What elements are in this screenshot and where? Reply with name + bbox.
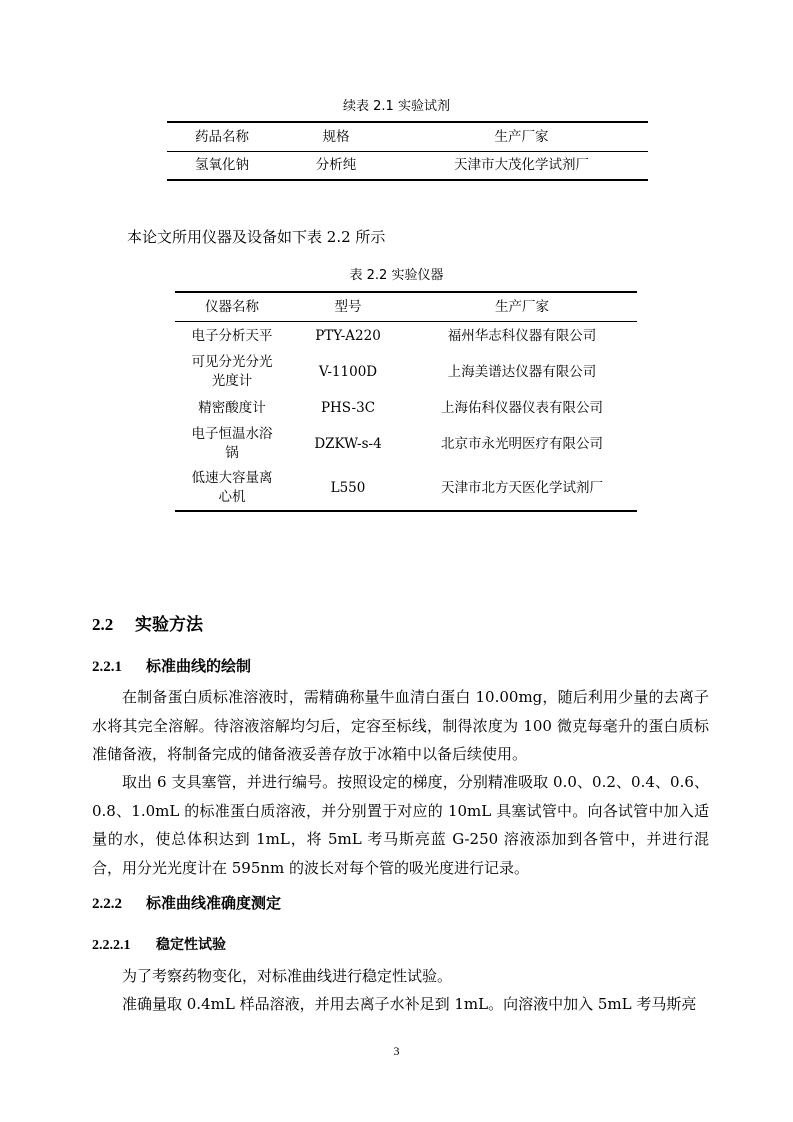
page-number: 3 — [393, 1044, 400, 1058]
section-number: 2.2.1 — [92, 659, 122, 675]
reagent-table — [167, 121, 648, 181]
table-row — [175, 350, 637, 394]
column-header: 仪器名称 — [175, 292, 289, 322]
intro-line: 本论文所用仪器及设备如下表 2.2 所示 — [127, 228, 386, 246]
table-cell: 低速大容量离 心机 — [175, 466, 289, 511]
section-number: 2.2 — [92, 615, 114, 634]
table-cell: 上海美谱达仪器有限公司 — [447, 363, 597, 380]
table-cell: V-1100D — [318, 363, 378, 380]
section-heading-2-2-2 — [92, 892, 281, 913]
section-title: 稳定性试验 — [156, 937, 226, 953]
table-row — [167, 152, 648, 181]
table-cell: 北京市永光明医疗有限公司 — [441, 435, 603, 452]
column-header: 型号 — [289, 292, 407, 322]
table-cell: 天津市北方天医化学试剂厂 — [407, 466, 637, 511]
column-header: 药品名称 — [167, 122, 277, 152]
column-header: 生产厂家 — [407, 292, 637, 322]
instrument-table — [175, 291, 637, 512]
table-cell: L550 — [289, 466, 407, 511]
table-cell: 精密酸度计 — [198, 399, 266, 416]
paragraph: 取出 6 支具塞管，并进行编号。按照设定的梯度，分别精准吸取 0.0、0.2、0.4、0.6、0.8、1.0mL 的标准蛋白质溶液，并分别置于对应的 10mL 具塞试管中。向各试管中加入适量的水，使总体积达到 1mL，将 5mL 考马斯亮蓝 G-250 溶液添加到各管中，并进行混合，用分光光度计在 595nm 的波长对每个管的吸光度进行记录。 — [92, 773, 709, 877]
paragraph: 为了考察药物变化，对标准曲线进行稳定性试验。 — [122, 967, 453, 985]
table-cell: 分析纯 — [277, 152, 395, 181]
section-title: 实验方法 — [135, 615, 203, 635]
table-cell: 可见分光分光 光度计 — [191, 354, 273, 389]
table-header-row — [175, 292, 637, 322]
column-header: 规格 — [277, 122, 395, 152]
section-heading-2-2-2-1 — [92, 934, 226, 954]
table2-caption: 表 2.2 实验仪器 — [349, 268, 444, 283]
section-heading-2-2 — [92, 610, 203, 635]
table-cell: 氢氧化钠 — [167, 152, 277, 181]
table-cell: PHS-3C — [320, 399, 376, 416]
paragraph: 在制备蛋白质标准溶液时，需精确称量牛血清白蛋白 10.00mg，随后利用少量的去离子水将其完全溶解。待溶液溶解均匀后，定容至标线，制得浓度为 100 微克每毫升的蛋白质标准储备液，将制备完成的储备液妥善存放于冰箱中以备后续使用。 — [92, 688, 709, 763]
table1-caption: 续表 2.1 实验试剂 — [343, 99, 450, 114]
section-title: 标准曲线准确度测定 — [146, 894, 282, 912]
table-row — [175, 422, 637, 466]
table-row — [175, 466, 637, 511]
table-cell: 福州华志科仪器有限公司 — [447, 327, 597, 344]
column-header: 生产厂家 — [395, 122, 648, 152]
table-cell: PTY-A220 — [315, 327, 381, 344]
section-number: 2.2.2.1 — [92, 938, 131, 953]
section-title: 标准曲线的绘制 — [146, 657, 252, 675]
section-heading-2-2-1 — [92, 655, 251, 676]
table-row — [175, 394, 637, 422]
paragraph: 准确量取 0.4mL 样品溶液，并用去离子水补足到 1mL。向溶液中加入 5mL 考马斯亮 — [122, 995, 697, 1013]
table-cell: 电子分析天平 — [191, 327, 273, 344]
table-cell: 电子恒温水浴 锅 — [191, 426, 273, 461]
table-row — [175, 322, 637, 351]
table-cell: 上海佑科仪器仪表有限公司 — [441, 399, 603, 416]
table-cell: DZKW-s-4 — [314, 435, 382, 452]
table-cell: 天津市大茂化学试剂厂 — [395, 152, 648, 181]
table-header-row — [167, 122, 648, 152]
section-number: 2.2.2 — [92, 896, 122, 912]
